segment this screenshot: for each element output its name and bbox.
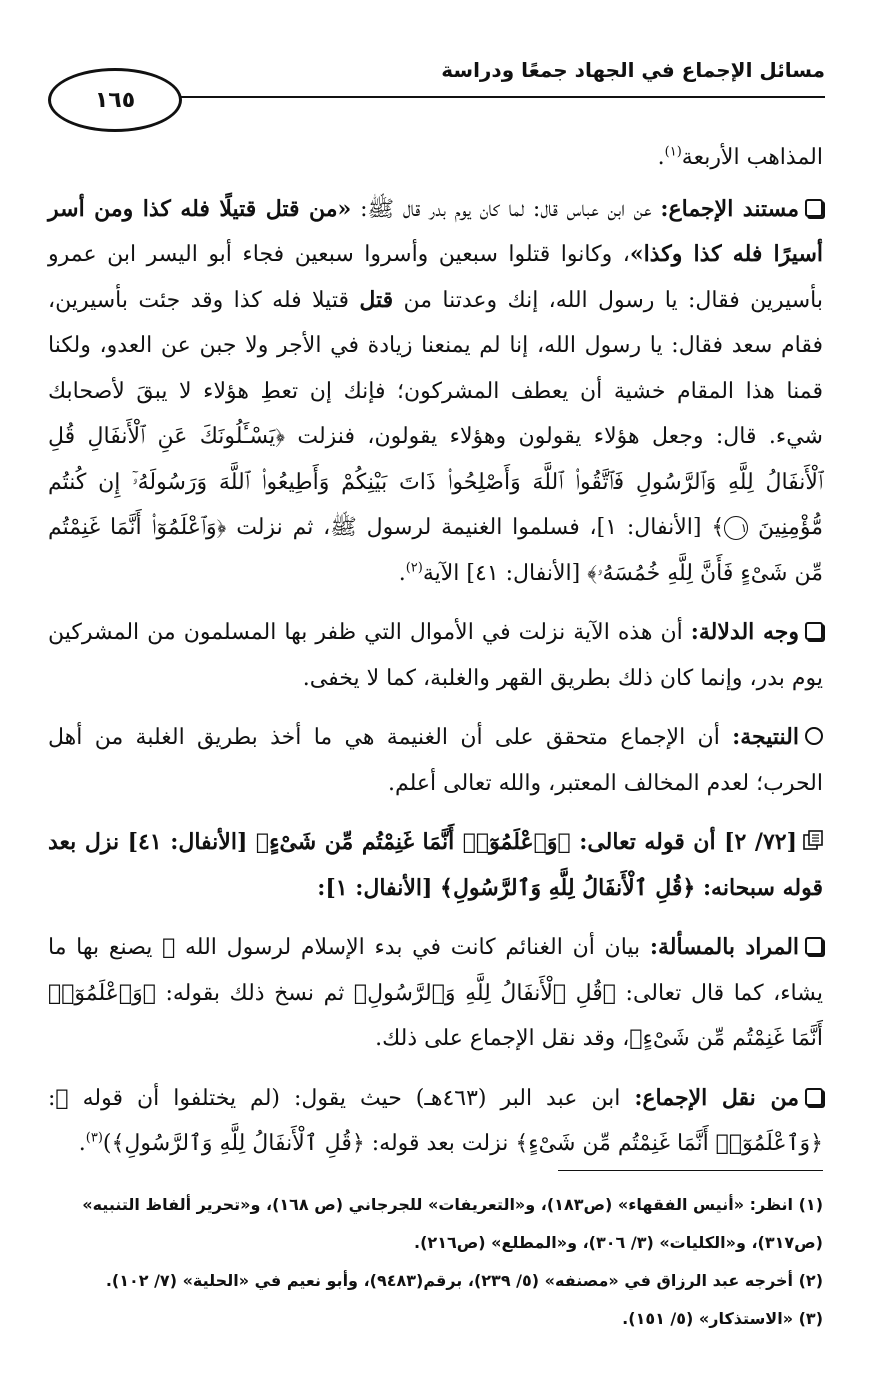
body-text: ) [102, 1131, 112, 1156]
footnote-ref: (٣) [85, 1130, 103, 1146]
running-title: مسائل الإجماع في الجهاد جمعًا ودراسة [441, 58, 825, 82]
heading-text: نزل بعد قوله سبحانه: [48, 829, 823, 901]
section-label: مستند الإجماع: [660, 195, 800, 222]
body-text: ، وكانوا قتلوا سبعين وأسروا سبعين فجاء أبو اليسر ابن عمرو بأسيرين فقال: يا رسول الله، إنك وعدتنا من [48, 242, 823, 313]
bold-word: قتل [359, 286, 394, 313]
quran-verse: ﴿قُلِ ٱلْأَنفَالُ لِلَّهِ وَٱلرَّسُولِ﴾ [353, 980, 616, 1006]
verse-reference: [الأنفال: ٤١] [466, 560, 588, 586]
punctuation: . [78, 1131, 86, 1156]
footnote-ref: (٢) [405, 560, 423, 576]
intro-text: المذاهب الأربعة [681, 145, 823, 170]
paragraph-intent [48, 925, 823, 1062]
hadith-quote: «من قتل قتيلًا فله كذا ومن أسر أسيرًا فله كذا وكذا» [48, 195, 823, 267]
body-text: الآية [422, 560, 467, 586]
verse-reference: [الأنفال: ١]: [317, 874, 441, 901]
quran-verse: ﴿قُلِ ٱلْأَنفَالُ لِلَّهِ وَٱلرَّسُولِ﴾ [111, 1131, 365, 1156]
section-label: من نقل الإجماع: [634, 1084, 799, 1111]
body-text: بيان أن الغنائم كانت في بدء الإسلام لرسول الله ﷺ يصنع بها ما يشاء، كما قال تعالى: [48, 935, 824, 1006]
body-text: نزلت بعد قوله: [364, 1131, 516, 1156]
quran-verse: ﴿وَٱعْلَمُوٓا۟ أَنَّمَا غَنِمْتُم مِّن شَىْءٍ فَأَنَّ لِلَّهِ خُمُسَهُۥ﴾ [48, 515, 823, 586]
body-text: ، فسلموا الغنيمة لرسول ﷺ، ثم نزلت [226, 515, 597, 540]
quran-verse: ﴿وَٱعْلَمُوٓا۟ أَنَّمَا غَنِمْتُم مِّن شَىْءٍ﴾ [255, 829, 571, 855]
square-bullet-icon [805, 1088, 823, 1106]
paragraph-evidence [48, 187, 823, 597]
body-text: أن هذه الآية نزلت في الأموال التي ظفر بها المسلمون من المشركين يوم بدر، وإنما كان ذلك بطريق القهر والغلبة، كما لا يخفى. [48, 620, 823, 691]
page-header [40, 50, 825, 130]
body-text: قتيلا فله كذا وقد جئت بأسيرين، فقام سعد فقال: يا رسول الله، إنا لم يمنعنا زيادة في الأجر ولا جبن عن العدو، ولكنا قمنا هذا المقام خشية أن يعطف المشركون؛ فإنك إن تعطِ هؤلاء لا يبقَ لأصحابك شيء. قال: وجعل هؤلاء يقولون وهؤلاء يقولون، فنزلت [48, 287, 823, 449]
issue-number: [٧٢/ ٢] [724, 829, 798, 855]
body-text: ابن عبد البر (٤٦٣هـ) حيث يقول: (لم يختلفوا أن قوله ﷺ: [48, 1085, 635, 1111]
body-text: عن ابن عباس قال: لما كان يوم بدر قال ﷺ: [351, 196, 661, 222]
verse-reference: [الأنفال: ١] [596, 515, 712, 540]
issue-heading [48, 820, 823, 911]
documents-icon [803, 830, 823, 850]
verse-reference: [الأنفال: ٤١] [127, 829, 256, 855]
ayah-number-icon: ١ [724, 516, 748, 540]
body-text: ، وقد نقل الإجماع على ذلك. [375, 1026, 630, 1051]
footnote-2: (٢) أخرجه عبد الرزاق في «مصنفه» (٥/ ٢٣٩)، برقم(٩٤٨٣)، وأبو نعيم في «الحلية» (٧/ ١٠٢). [105, 1271, 823, 1290]
heading-text: أن قوله تعالى: [570, 829, 725, 855]
footnote-3: (٣) «الاستذكار» (٥/ ١٥١). [622, 1309, 823, 1328]
footnote-ref: (١) [664, 144, 682, 160]
paragraph-intro [48, 135, 823, 181]
section-label: المراد بالمسألة: [649, 934, 800, 960]
circle-bullet-icon [805, 727, 823, 745]
paragraph-result [48, 715, 823, 806]
quran-bracket: ﴾ [711, 515, 725, 540]
square-bullet-icon [805, 199, 823, 217]
punctuation: . [398, 560, 406, 586]
section-label: النتيجة: [732, 724, 799, 750]
page-number: ١٦٥ [94, 87, 136, 113]
quran-verse: ﴿قُلِ ٱلْأَنفَالُ لِلَّهِ وَٱلرَّسُولِ﴾ [440, 874, 696, 901]
body-text: أن الإجماع متحقق على أن الغنيمة هي ما أخذ بطريق الغلبة من أهل الحرب؛ لعدم المخالف المعتبر، والله تعالى أعلم. [48, 725, 823, 796]
header-rule [130, 96, 825, 98]
punctuation: . [657, 145, 665, 170]
body-text: ثم نسخ ذلك بقوله: [155, 980, 354, 1006]
quran-verse: ﴿وَٱعْلَمُوٓا۟ أَنَّمَا غَنِمْتُم مِّن شَىْءٍ﴾ [48, 980, 823, 1051]
paragraph-evidence-aspect [48, 610, 823, 701]
footnote-1: (١) انظر: «أنيس الفقهاء» (ص١٨٣)، و«التعريفات» للجرجاني (ص ١٦٨)، و«تحرير ألفاظ التنبيه» (ص٣١٧)، و«الكليات» (٣/ ٣٠٦)، و«المطلع» (ص٢١٦). [82, 1195, 823, 1252]
footnotes [60, 1186, 823, 1338]
footnote-separator [558, 1170, 823, 1171]
main-text [48, 135, 823, 1167]
square-bullet-icon [805, 622, 823, 640]
page-number-oval [48, 68, 182, 132]
quran-verse: ﴿يَسْـَٔلُونَكَ عَنِ ٱلْأَنفَالِ قُلِ ٱلْأَنفَالُ لِلَّهِ وَٱلرَّسُولِ فَٱتَّقُوا۟ ٱللَّهَ وَأَصْلِحُوا۟ ذَاتَ بَيْنِكُمْ وَأَطِيعُوا۟ ٱللَّهَ وَرَسُولَهُۥٓ إِن كُنتُم مُّؤْمِنِينَ [48, 424, 823, 540]
quran-verse: ﴿وَٱعْلَمُوٓا۟ أَنَّمَا غَنِمْتُم مِّن شَىْءٍ﴾ [515, 1131, 823, 1156]
section-label: وجه الدلالة: [690, 619, 799, 645]
square-bullet-icon [805, 937, 823, 955]
paragraph-transmitter [48, 1076, 823, 1167]
